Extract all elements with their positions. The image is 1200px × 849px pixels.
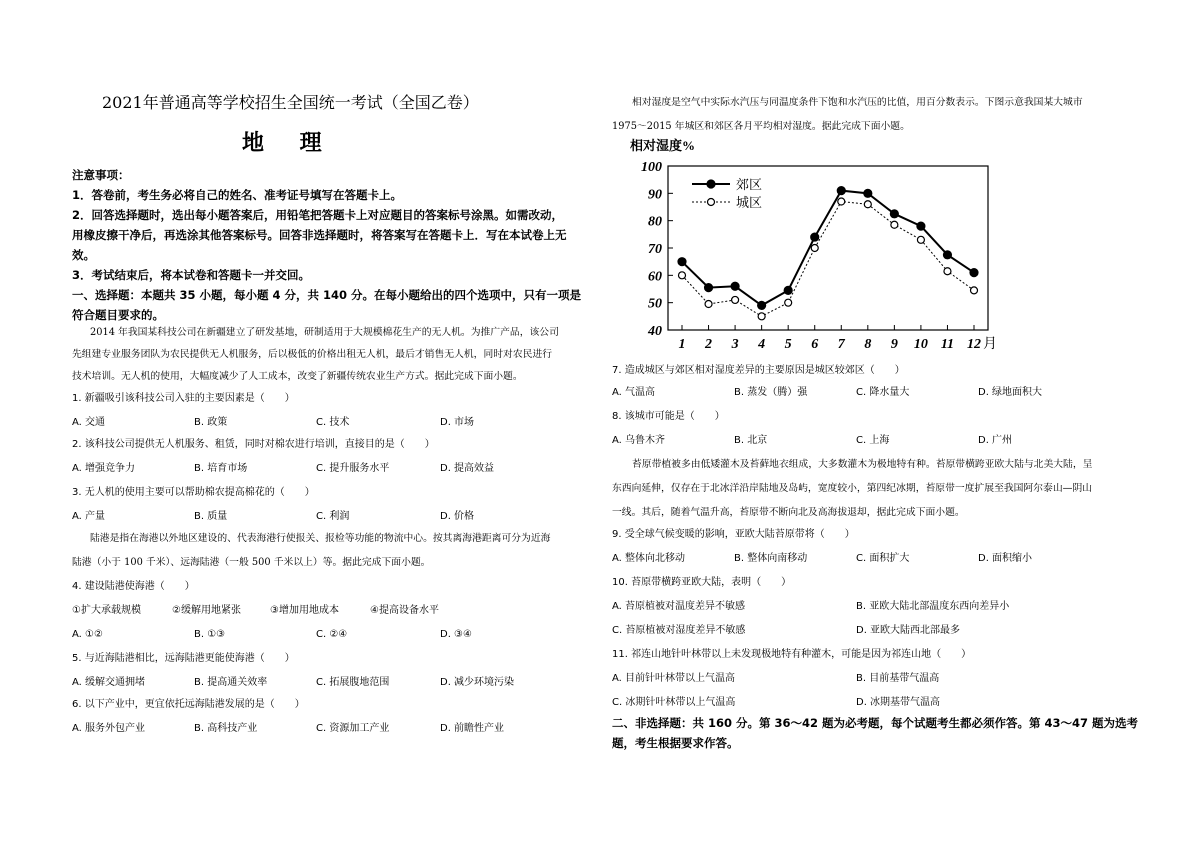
question-11-option-c: C. 冰期针叶林带以上气温高 [612,697,736,708]
passage-4-line-1: 苔原带植被多由低矮灌木及苔藓地衣组成，大多数灌木为极地特有种。苔原带横跨亚欧大陆与北美大陆，呈 [632,459,1093,470]
passage-2-line-2: 陆港（小于 100 千米）、远海陆港（一般 500 千米以上）等。据此完成下面小题。 [72,557,431,568]
question-10-option-d: D. 亚欧大陆西北部最多 [856,625,961,636]
question-3-stem: 3. 无人机的使用主要可以帮助棉农提高棉花的（ ） [72,487,315,498]
question-11-stem: 11. 祁连山地针叶林带以上未发现极地特有种灌木，可能是因为祁连山地（ ） [612,649,972,660]
question-2-option-d: D. 提高效益 [440,463,495,474]
y-tick-label-70: 70 [648,242,662,257]
question-11-option-d: D. 冰期基带气温高 [856,697,941,708]
question-2-option-c: C. 提升服务水平 [316,463,390,474]
question-11-option-a: A. 目前针叶林带以上气温高 [612,673,736,684]
data-point-suburban-12 [970,269,978,277]
notice-heading: 注意事项： [72,168,130,182]
data-point-suburban-10 [917,222,925,230]
subject-title: 地 理 [242,131,336,156]
notice-item-1: 1．答卷前，考生务必将自己的姓名、准考证号填写在答题卡上。 [72,188,402,202]
series-line-suburban [682,191,974,306]
notice-item-2-line-2: 用橡皮擦干净后，再选涂其他答案标号。回答非选择题时，将答案写在答题卡上．写在本试卷上无 [72,228,567,242]
data-point-suburban-3 [731,282,739,290]
x-tick-label-2: 2 [705,337,713,352]
x-tick-label-12: 12 [967,337,981,352]
data-point-urban-12 [971,287,978,294]
question-2-option-a: A. 增强竞争力 [72,463,136,474]
data-point-suburban-8 [864,189,872,197]
x-tick-label-11: 11 [940,337,955,352]
question-8-stem: 8. 该城市可能是（ ） [612,411,725,422]
question-9-stem: 9. 受全球气候变暖的影响，亚欧大陆苔原带将（ ） [612,529,855,540]
question-9-option-b: B. 整体向南移动 [734,553,808,564]
x-tick-label-6: 6 [811,337,819,352]
humidity-line-chart [612,136,1032,358]
question-5-stem: 5. 与近海陆港相比，远海陆港更能使海港（ ） [72,653,295,664]
data-point-urban-4 [758,313,765,320]
question-3-option-b: B. 质量 [194,511,228,522]
legend-label-suburban: 郊区 [736,177,763,192]
question-10-option-b: B. 亚欧大陆北部温度东西向差异小 [856,601,1010,612]
y-tick-label-100: 100 [641,160,662,175]
series-line-urban [682,202,974,317]
passage-4-line-3: 一线。其后，随着气温升高，苔原带不断向北及高海拔退却，据此完成下面小题。 [612,507,965,518]
x-tick-label-4: 4 [758,337,766,352]
question-10-option-c: C. 苔原植被对湿度差异不敏感 [612,625,746,636]
question-8-option-d: D. 广州 [978,435,1013,446]
question-1-option-b: B. 政策 [194,417,228,428]
x-tick-label-1: 1 [678,337,686,352]
question-3-option-c: C. 利润 [316,511,350,522]
question-7-option-c: C. 降水量大 [856,387,910,398]
passage-4-line-2: 东西向延伸，仅存在于北冰洋沿岸陆地及岛屿，宽度较小，第四纪冰期，苔原带一度扩展至我国阿尔泰山—阴山 [612,483,1093,494]
question-4-stem: 4. 建设陆港使海港（ ） [72,581,195,592]
x-tick-label-9: 9 [890,337,898,352]
question-5-option-a: A. 缓解交通拥堵 [72,677,146,688]
question-7-option-d: D. 绿地面积大 [978,387,1043,398]
data-point-suburban-2 [705,284,713,292]
question-9-option-d: D. 面积缩小 [978,553,1033,564]
question-5-option-c: C. 拓展腹地范围 [316,677,390,688]
data-point-urban-5 [785,299,792,306]
legend-marker-urban [708,199,715,206]
data-point-suburban-11 [943,251,951,259]
x-axis-unit-label: 月 [983,337,997,352]
question-1-option-d: D. 市场 [440,417,475,428]
question-9-option-c: C. 面积扩大 [856,553,910,564]
data-point-urban-10 [917,236,924,243]
question-4-option-c: C. ②④ [316,629,348,640]
section-2-line-2: 题，考生根据要求作答。 [612,736,739,750]
question-7-option-a: A. 气温高 [612,387,656,398]
question-4-statement-1: ①扩大承载规模 [72,605,141,616]
question-1-option-a: A. 交通 [72,417,106,428]
question-4-option-d: D. ③④ [440,629,472,640]
question-4-option-a: A. ①② [72,629,103,640]
question-7-stem: 7. 造成城区与郊区相对湿度差异的主要原因是城区较郊区（ ） [612,365,905,376]
y-tick-label-80: 80 [648,214,662,230]
question-2-option-b: B. 培育市场 [194,463,248,474]
question-3-option-d: D. 价格 [440,511,475,522]
passage-1-line-3: 技术培训。无人机的使用，大幅度减少了人工成本，改变了新疆传统农业生产方式。据此完成下面小题。 [72,371,523,382]
question-10-stem: 10. 苔原带横跨亚欧大陆，表明（ ） [612,577,792,588]
chart-x-axis [679,325,998,352]
exam-title: 2021年普通高等学校招生全国统一考试（全国乙卷） [102,93,479,112]
y-tick-label-40: 40 [648,324,662,339]
question-3-option-a: A. 产量 [72,511,106,522]
chart-series-layer [678,187,978,320]
x-tick-label-3: 3 [731,337,739,352]
question-8-option-b: B. 北京 [734,435,768,446]
notice-item-2-line-1: 2．回答选择题时，选出每小题答案后，用铅笔把答题卡上对应题目的答案标号涂黑。如需改动， [72,208,563,222]
legend-marker-suburban [707,180,715,188]
legend-label-urban: 城区 [736,195,763,210]
passage-2-line-1: 陆港是指在海港以外地区建设的、代表海港行使报关、报检等功能的物流中心。按其离海港距离可分为近海 [90,533,551,544]
y-tick-label-90: 90 [648,187,662,203]
passage-1-line-1: 2014 年我国某科技公司在新疆建立了研发基地，研制适用于大规模棉花生产的无人机。为推广产品，该公司 [90,327,559,338]
data-point-urban-7 [838,198,845,205]
data-point-suburban-7 [837,187,845,195]
notice-item-3: 3．考试结束后，将本试卷和答题卡一并交回。 [72,268,310,282]
question-4-option-b: B. ①③ [194,629,226,640]
question-6-option-d: D. 前瞻性产业 [440,723,505,734]
question-11-option-b: B. 目前基带气温高 [856,673,940,684]
question-6-option-a: A. 服务外包产业 [72,723,146,734]
question-6-option-c: C. 资源加工产业 [316,723,390,734]
notice-item-2-line-3: 效。 [72,248,95,262]
data-point-urban-9 [891,221,898,228]
y-tick-label-60: 60 [648,269,662,285]
question-6-option-b: B. 高科技产业 [194,723,258,734]
chart-legend [692,177,762,210]
question-6-stem: 6. 以下产业中，更宜依托远海陆港发展的是（ ） [72,699,305,710]
passage-1-line-2: 先组建专业服务团队为农民提供无人机服务，后以极低的价格出租无人机，最后才销售无人机，同时对农民进行 [72,349,553,360]
data-point-urban-3 [732,296,739,303]
data-point-suburban-1 [678,258,686,266]
data-point-suburban-4 [758,301,766,309]
question-4-statement-4: ④提高设备水平 [370,605,439,616]
data-point-suburban-5 [784,286,792,294]
x-tick-label-5: 5 [784,337,792,352]
data-point-urban-1 [679,272,686,279]
question-5-option-d: D. 减少环境污染 [440,677,515,688]
section-1-line-1: 一、选择题：本题共 35 小题，每小题 4 分，共 140 分。在每小题给出的四个选项中，只有一项是 [72,288,582,302]
question-4-statement-2: ②缓解用地紧张 [172,605,241,616]
question-1-option-c: C. 技术 [316,417,350,428]
y-tick-label-50: 50 [648,296,662,312]
x-tick-label-10: 10 [913,337,928,352]
question-9-option-a: A. 整体向北移动 [612,553,686,564]
data-point-urban-6 [811,245,818,252]
section-1-line-2: 符合题目要求的。 [72,308,164,322]
question-4-statement-3: ③增加用地成本 [270,605,339,616]
question-8-option-c: C. 上海 [856,435,890,446]
question-8-option-a: A. 乌鲁木齐 [612,435,666,446]
passage-3-line-2: 1975～2015 年城区和郊区各月平均相对湿度。据此完成下面小题。 [612,121,910,132]
data-point-urban-8 [864,201,871,208]
chart-y-axis-label: 相对湿度% [630,138,696,153]
question-10-option-a: A. 苔原植被对温度差异不敏感 [612,601,746,612]
section-2-line-1: 二、非选择题：共 160 分。第 36～42 题为必考题，每个试题考生都必须作答。第 43～47 题为选考 [612,716,1139,730]
data-point-urban-11 [944,268,951,275]
data-point-suburban-6 [811,233,819,241]
data-point-urban-2 [705,301,712,308]
data-point-suburban-9 [890,210,898,218]
x-tick-label-8: 8 [864,337,872,352]
question-7-option-b: B. 蒸发（腾）强 [734,387,808,398]
passage-3-line-1: 相对湿度是空气中实际水汽压与同温度条件下饱和水汽压的比值，用百分数表示。下图示意我国某大城市 [632,97,1083,108]
question-2-stem: 2. 该科技公司提供无人机服务、租赁，同时对棉农进行培训，直接目的是（ ） [72,439,435,450]
x-tick-label-7: 7 [837,337,845,352]
question-5-option-b: B. 提高通关效率 [194,677,268,688]
question-1-stem: 1. 新疆吸引该科技公司入驻的主要因素是（ ） [72,393,295,404]
